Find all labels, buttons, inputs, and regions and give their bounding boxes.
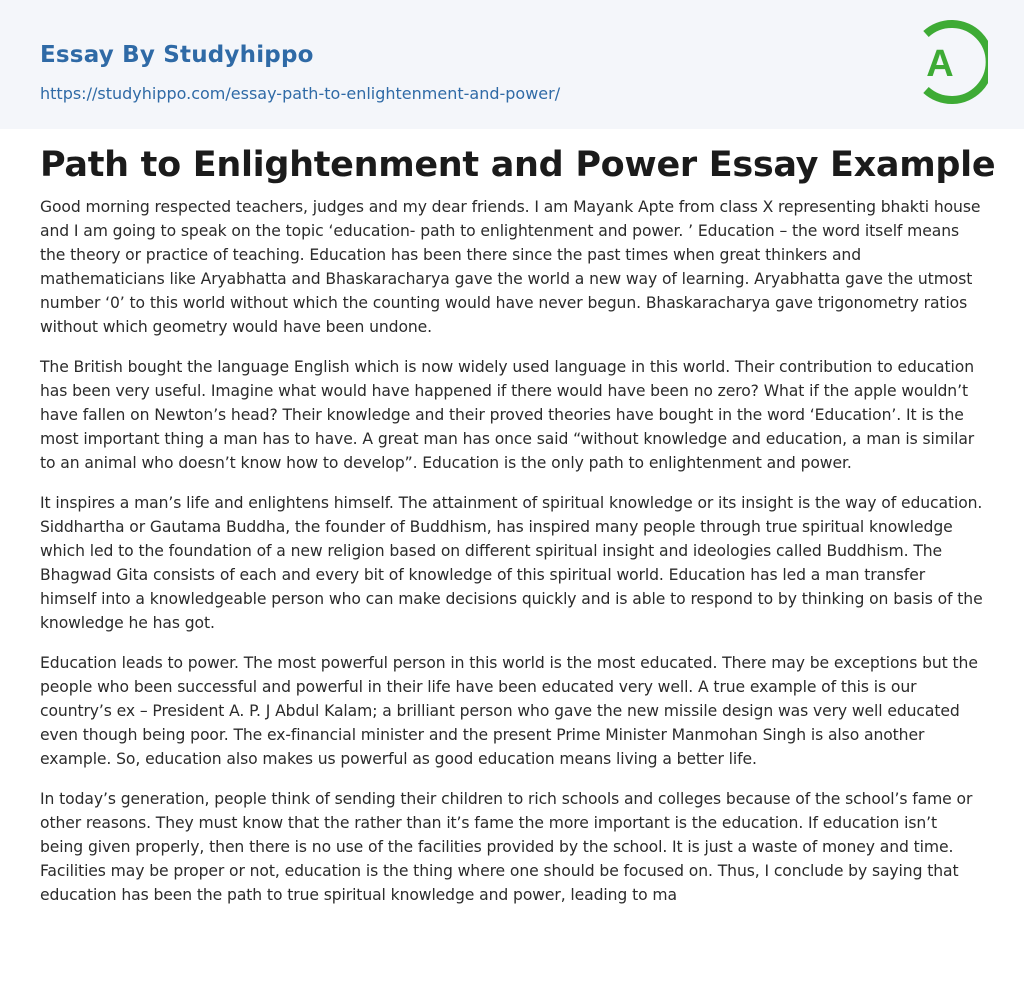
page-title: Path to Enlightenment and Power Essay Example <box>40 145 996 185</box>
essay-paragraph: Good morning respected teachers, judges and my dear friends. I am Mayank Apte from class X representing bhakti house and I am going to speak on the topic ‘education- path to enlightenment and power. ’ Education – the word itself means the theory or practice of teaching. Education has been there since the past times when great thinkers and mathematicians like Aryabhatta and Bhaskaracharya gave the world a new way of learning. Aryabhatta gave the utmost number ‘0’ to this world without which the counting would have never begun. Bhaskaracharya gave trigonometry ratios without which geometry would have been undone. <box>40 198 981 336</box>
essay-paragraph: Education leads to power. The most powerful person in this world is the most educated. There may be exceptions but the people who been successful and powerful in their life have been educated very well. A true example of this is our country’s ex – President A. P. J Abdul Kalam; a brilliant person who gave the new missile design was very well educated even though being poor. The ex-financial minister and the present Prime Minister Manmohan Singh is also another example. So, education also makes us powerful as good education means living a better life. <box>40 654 978 768</box>
essay-body <box>40 195 984 923</box>
site-header <box>0 0 1024 129</box>
essay-url-link[interactable]: https://studyhippo.com/essay-path-to-enlightenment-and-power/ <box>40 84 561 103</box>
studyhippo-logo-icon[interactable] <box>912 18 988 106</box>
essay-paragraph: It inspires a man’s life and enlightens himself. The attainment of spiritual knowledge or its insight is the way of education. Siddhartha or Gautama Buddha, the founder of Buddhism, has inspired many people through true spiritual knowledge which led to the foundation of a new religion based on different spiritual insight and ideologies called Buddhism. The Bhagwad Gita consists of each and every bit of knowledge of this spiritual world. Education has led a man transfer himself into a knowledgeable person who can make decisions quickly and is able to respond to by thinking on basis of the knowledge he has got. <box>40 494 983 632</box>
site-title[interactable]: Essay By Studyhippo <box>40 42 314 68</box>
essay-paragraph: The British bought the language English which is now widely used language in this world. Their contribution to education has been very useful. Imagine what would have happened if there would have been no zero? What if the apple wouldn’t have fallen on Newton’s head? Their knowledge and their proved theories have bought in the word ‘Education’. It is the most important thing a man has to have. A great man has once said “without knowledge and education, a man is similar to an animal who doesn’t know how to develop”. Education is the only path to enlightenment and power. <box>40 358 975 472</box>
logo-letter: A <box>926 43 954 85</box>
essay-paragraph: In today’s generation, people think of sending their children to rich schools and colleges because of the school’s fame or other reasons. They must know that the rather than it’s fame the more important is the education. If education isn’t being given properly, then there is no use of the facilities provided by the school. It is just a waste of money and time. Facilities may be proper or not, education is the thing where one should be focused on. Thus, I conclude by saying that education has been the path to true spiritual knowledge and power, leading to ma <box>40 790 973 904</box>
